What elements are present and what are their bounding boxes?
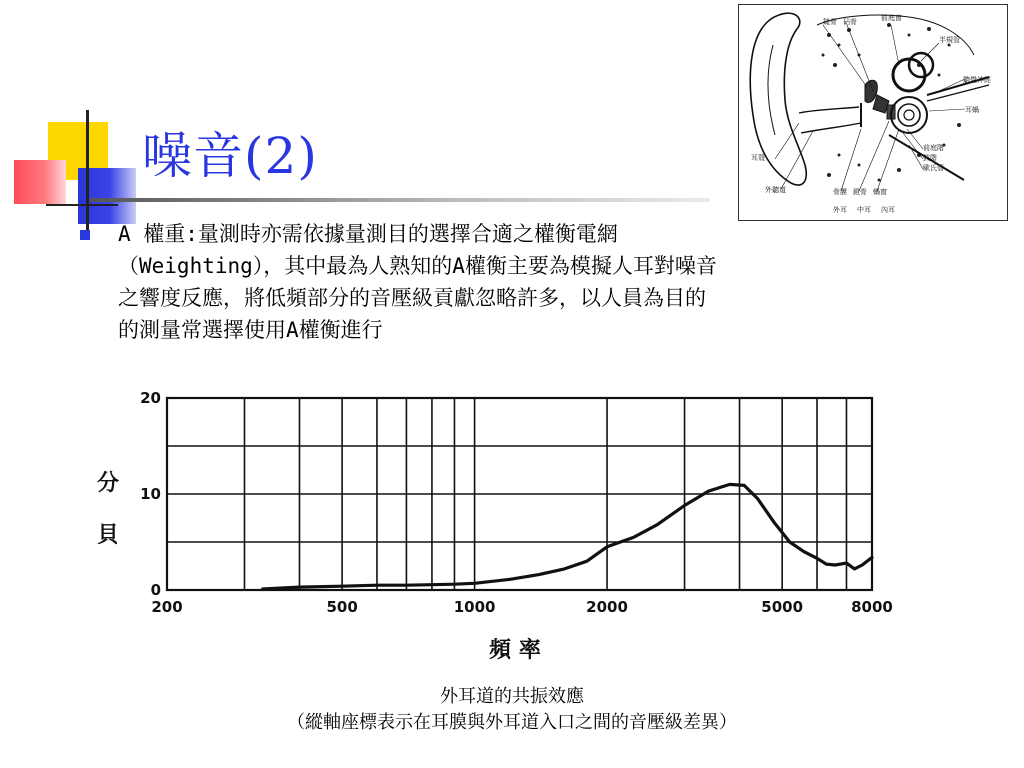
y-tick-label: 20 xyxy=(140,389,161,407)
chart-caption-note: （縱軸座標表示在耳膜與外耳道入口之間的音壓級差異） xyxy=(287,712,737,733)
decor-horizontal-line xyxy=(46,204,118,206)
label-semicircular-canals: 半規管 xyxy=(939,36,960,44)
label-malleus: 鎚骨 xyxy=(823,18,837,26)
label-cochlear-part: 蝸窗 xyxy=(873,188,887,196)
bullet-line: 的測量常選擇使用A權衡進行 xyxy=(118,318,383,342)
label-tympanic-duct: 鼓階 xyxy=(923,154,937,162)
label-ear-canal: 外聽道 xyxy=(765,186,786,194)
y-tick-label: 0 xyxy=(150,581,161,599)
decor-vertical-line xyxy=(86,110,89,230)
label-middle-ear: 中耳 xyxy=(857,206,871,214)
label-outer-ear: 外耳 xyxy=(833,206,847,214)
label-stapes: 鐙骨 xyxy=(853,188,867,196)
data-series-line xyxy=(263,484,872,589)
bullet-line: （Weighting），其中最為人熟知的A權衡主要為模擬人耳對噪音 xyxy=(118,254,717,278)
label-vestibule: 前庭階 xyxy=(923,144,944,152)
y-axis-label: 貝 xyxy=(96,523,120,548)
x-tick-label: 2000 xyxy=(586,598,628,616)
x-tick-label: 5000 xyxy=(761,598,804,616)
resonance-chart-svg xyxy=(90,380,910,670)
label-eardrum: 骨膜 xyxy=(833,188,847,196)
bullet-line: A 權重:量測時亦需依據量測目的選擇合適之權衡電網 xyxy=(118,222,618,246)
x-tick-label: 200 xyxy=(151,598,183,616)
x-tick-label: 1000 xyxy=(453,598,496,616)
x-axis-label: 頻 率 xyxy=(489,638,541,663)
bullet-marker xyxy=(80,230,90,240)
slide-title: 噪音(2) xyxy=(142,127,318,185)
y-axis-label: 分 xyxy=(96,471,120,496)
chart-caption-title: 外耳道的共振效應 xyxy=(440,686,584,707)
label-inner-ear: 內耳 xyxy=(881,206,895,214)
label-vestibular-window: 前庭窗 xyxy=(881,14,902,22)
label-auditory-nerve: 聽覺神經 xyxy=(963,76,991,84)
label-pinna: 耳殼 xyxy=(751,154,765,162)
label-eustachian-tube: 歐氏管 xyxy=(923,164,944,172)
ear-anatomy-figure xyxy=(738,4,1008,221)
bullet-paragraph xyxy=(118,218,918,346)
label-incus: 砧骨 xyxy=(843,18,857,26)
title-underline xyxy=(90,198,710,202)
x-tick-label: 8000 xyxy=(851,598,893,616)
x-tick-label: 500 xyxy=(326,598,358,616)
bullet-line: 之響度反應，將低頻部分的音壓級貢獻忽略許多，以人員為目的 xyxy=(118,286,706,310)
decor-red-square xyxy=(14,160,66,204)
label-cochlea: 耳蝸 xyxy=(965,106,979,114)
y-tick-label: 10 xyxy=(140,485,161,503)
resonance-chart xyxy=(90,380,910,674)
